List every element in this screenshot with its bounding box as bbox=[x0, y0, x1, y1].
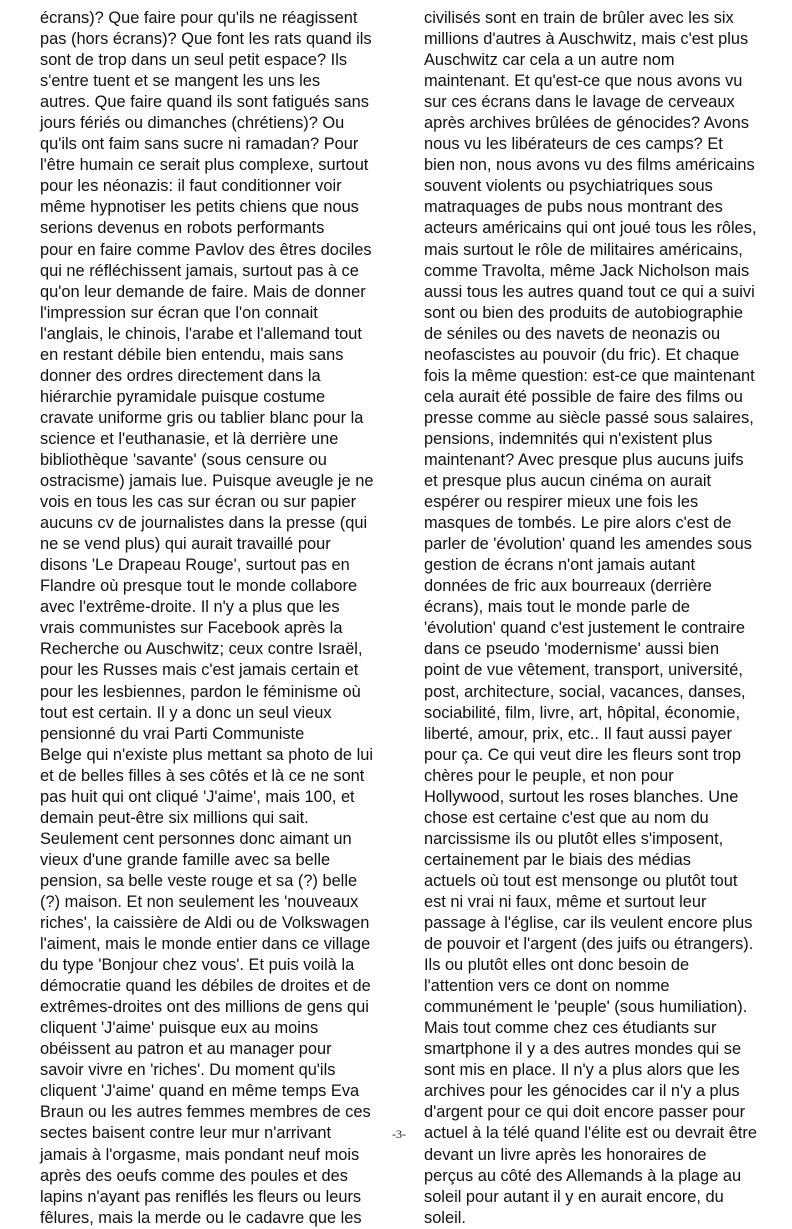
text-line: fois la même question: est-ce que maintenant bbox=[424, 366, 755, 385]
text-line: du type 'Bonjour chez vous'. Et puis voilà la bbox=[40, 956, 355, 975]
text-line: soleil. bbox=[424, 1208, 466, 1227]
text-line: soleil pour autant il y en aurait encore, du bbox=[424, 1187, 724, 1206]
text-line: 'évolution' quand c'est justement le contraire bbox=[424, 619, 745, 638]
text-line: en restant débile bien entendu, mais sans bbox=[40, 345, 344, 364]
text-line: nous vu les libérateurs de ces camps? Et bbox=[424, 135, 723, 154]
text-line: Ils ou plutôt elles ont donc besoin de bbox=[424, 956, 690, 975]
text-line: civilisés sont en train de brûler avec les six bbox=[424, 9, 734, 27]
text-line: pour les néonazis: il faut conditionner voir bbox=[40, 177, 342, 196]
text-line: qui ne réfléchissent jamais, surtout pas à ce bbox=[40, 261, 359, 280]
text-line: chères pour le peuple, et non pour bbox=[424, 766, 674, 785]
text-line: espérer ou respirer mieux une fois les bbox=[424, 493, 699, 512]
text-line: actuels où tout est mensonge ou plutôt tout bbox=[424, 871, 738, 890]
text-line: fêlures, mais la merde ou le cadavre que les bbox=[40, 1208, 362, 1227]
text-line: riches', la caissière de Aldi ou de Volkswagen bbox=[40, 914, 370, 933]
text-line: pension, sa belle veste rouge et sa (?) belle bbox=[40, 871, 358, 890]
text-line: et de belles filles à ses côtés et là ce ne sont bbox=[40, 766, 365, 785]
text-line: bibliothèque 'savante' (sous censure ou bbox=[40, 450, 327, 469]
text-line: demain peut-être six millions qui sait. bbox=[40, 808, 309, 827]
text-line: l'attention vers ce dont on nomme bbox=[424, 977, 670, 996]
text-line: jours fériés ou dimanches (chrétiens)? Ou bbox=[40, 114, 345, 133]
text-line: sectes baisent contre leur mur n'arrivant bbox=[40, 1124, 332, 1143]
text-line: autres. Que faire quand ils sont fatigués sans bbox=[40, 93, 369, 112]
text-line: point de vue vêtement, transport, université, bbox=[424, 661, 743, 680]
text-line: qu'ils ont faim sans sucre ni ramadan? Pour bbox=[40, 135, 359, 154]
text-line: Auschwitz car cela a un autre nom bbox=[424, 51, 675, 70]
text-line: gestion de écrans n'ont jamais autant bbox=[424, 556, 696, 575]
text-line: avec l'extrême-droite. Il n'y a plus que les bbox=[40, 598, 340, 617]
text-line: ostracisme) jamais lue. Puisque aveugle je ne bbox=[40, 472, 374, 491]
text-line: actuel à la télé quand l'élite est ou devrait être bbox=[424, 1124, 757, 1143]
page-number: -3- bbox=[392, 1127, 406, 1141]
text-line: sur ces écrans dans le lavage de cerveaux bbox=[424, 93, 735, 112]
text-line: de pouvoir et l'argent (des juifs ou étrangers). bbox=[424, 935, 754, 954]
text-line: liberté, amour, prix, etc.. Il faut aussi payer bbox=[424, 724, 732, 743]
text-line: vrais communistes sur Facebook après la bbox=[40, 619, 343, 638]
text-line: maintenant. Et qu'est-ce que nous avons vu bbox=[424, 72, 743, 91]
text-line: sont ou bien des produits de autobiographie bbox=[424, 303, 743, 322]
text-line: l'aiment, mais le monde entier dans ce village bbox=[40, 935, 371, 954]
text-line: l'impression sur écran que l'on connait bbox=[40, 303, 318, 322]
text-line: pour en faire comme Pavlov des êtres dociles bbox=[40, 240, 372, 259]
text-line: Recherche ou Auschwitz; ceux contre Israël, bbox=[40, 640, 363, 659]
text-line: Seulement cent personnes donc aimant un bbox=[40, 829, 352, 848]
text-line: aucuns cv de journalistes dans la presse (qui bbox=[40, 514, 368, 533]
text-line: science et l'euthanasie, et là derrière une bbox=[40, 429, 339, 448]
text-line: après archives brûlées de génocides? Avons bbox=[424, 114, 749, 133]
text-line: tout est certain. Il y a donc un seul vieux bbox=[40, 703, 332, 722]
text-line: dans ce pseudo 'modernisme' aussi bien bbox=[424, 640, 720, 659]
text-line: après des oeufs comme des poules et des bbox=[40, 1166, 348, 1185]
text-line: matraquages de pubs nous montrant des bbox=[424, 198, 723, 217]
text-line: hiérarchie pyramidale puisque costume bbox=[40, 387, 326, 406]
text-line: sont mis en place. Il n'y a plus alors que les bbox=[424, 1061, 740, 1080]
text-line: disons 'Le Drapeau Rouge', surtout pas en bbox=[40, 556, 350, 575]
text-line: est ni vrai ni faux, même et surtout leur bbox=[424, 892, 707, 911]
text-line: neofascistes au pouvoir (du fric). Et chaque bbox=[424, 345, 740, 364]
text-line: presse comme au siècle passé sous salaires, bbox=[424, 408, 754, 427]
text-line: même hypnotiser les petits chiens que nous bbox=[40, 198, 359, 217]
text-line: écrans), mais tout le monde parle de bbox=[424, 598, 691, 617]
text-line: l'anglais, le chinois, l'arabe et l'allemand tout bbox=[40, 324, 362, 343]
text-line: pensions, indemnités qui n'existent plus bbox=[424, 429, 713, 448]
text-line: savoir vivre en 'riches'. Du moment qu'ils bbox=[40, 1061, 336, 1080]
text-line: sociabilité, film, livre, art, hôpital, économie, bbox=[424, 703, 741, 722]
text-line: écrans)? Que faire pour qu'ils ne réagissent bbox=[40, 9, 358, 27]
text-line: d'argent pour ce qui doit encore passer pour bbox=[424, 1103, 746, 1122]
text-line: cliquent 'J'aime' puisque eux au moins bbox=[40, 1019, 319, 1038]
text-line: narcissisme ils ou plutôt elles s'imposent, bbox=[424, 829, 724, 848]
text-line: maintenant? Avec presque plus aucuns juifs bbox=[424, 450, 744, 469]
text-line: masques de tombés. Le pire alors c'est de bbox=[424, 514, 732, 533]
text-line: devant un livre après les honoraires de bbox=[424, 1145, 707, 1164]
text-line: vieux d'une grande famille avec sa belle bbox=[40, 850, 331, 869]
text-line: souvent violents ou psychiatriques sous bbox=[424, 177, 713, 196]
text-line: obéissent au patron et au manager pour bbox=[40, 1040, 332, 1059]
text-line: perçus au côté des Allemands à la plage au bbox=[424, 1166, 742, 1185]
text-line: vois en tous les cas sur écran ou sur papier bbox=[40, 493, 357, 512]
text-line: passage à l'église, car ils veulent encore plus bbox=[424, 914, 753, 933]
text-line: Hollywood, surtout les roses blanches. Une bbox=[424, 787, 739, 806]
left-text-column bbox=[40, 8, 395, 1229]
text-line: mais surtout le rôle de militaires américains, bbox=[424, 240, 743, 259]
text-line: Mais tout comme chez ces étudiants sur bbox=[424, 1019, 717, 1038]
text-line: bien non, nous avons vu des films américains bbox=[424, 156, 755, 175]
text-line: pour les Russes mais c'est jamais certain et bbox=[40, 661, 359, 680]
text-line: l'être humain ce serait plus complexe, surtout bbox=[40, 156, 369, 175]
text-line: qu'on leur demande de faire. Mais de donner bbox=[40, 282, 366, 301]
text-line: communément le 'peuple' (sous humiliation). bbox=[424, 998, 748, 1017]
text-line: chose est certaine c'est que au nom du bbox=[424, 808, 709, 827]
text-line: aussi tous les autres quand tout ce qui a suivi bbox=[424, 282, 755, 301]
text-line: pour ça. Ce qui veut dire les fleurs sont trop bbox=[424, 745, 742, 764]
text-line: cravate uniforme gris ou tablier blanc pour la bbox=[40, 408, 364, 427]
text-line: de séniles ou des navets de neonazis ou bbox=[424, 324, 721, 343]
text-line: pas huit qui ont cliqué 'J'aime', mais 100, et bbox=[40, 787, 355, 806]
text-line: cliquent 'J'aime' quand en même temps Eva bbox=[40, 1082, 360, 1101]
text-line: smartphone il y a des autres mondes qui se bbox=[424, 1040, 742, 1059]
text-line: pour les lesbiennes, pardon le féminisme où bbox=[40, 682, 361, 701]
text-line: cela aurait été possible de faire des films ou bbox=[424, 387, 743, 406]
text-line: comme Travolta, même Jack Nicholson mais bbox=[424, 261, 750, 280]
text-line: serions devenus en robots performants bbox=[40, 219, 325, 238]
text-line: démocratie quand les débiles de droites et de bbox=[40, 977, 371, 996]
text-line: Flandre où presque tout le monde collabore bbox=[40, 577, 358, 596]
text-line: pensionné du vrai Parti Communiste bbox=[40, 724, 305, 743]
text-line: Belge qui n'existe plus mettant sa photo de lui bbox=[40, 745, 373, 764]
text-line: certainement par le biais des médias bbox=[424, 850, 691, 869]
text-line: post, architecture, social, vacances, danses, bbox=[424, 682, 746, 701]
text-line: jamais à l'orgasme, mais pondant neuf mois bbox=[40, 1145, 360, 1164]
text-line: (?) maison. Et non seulement les 'nouveaux bbox=[40, 892, 359, 911]
text-line: archives pour les génocides car il n'y a plus bbox=[424, 1082, 740, 1101]
text-line: s'entre tuent et se mangent les uns les bbox=[40, 72, 321, 91]
text-line: données de fric aux bourreaux (derrière bbox=[424, 577, 712, 596]
right-text-column bbox=[424, 8, 786, 1229]
text-line: sont de trop dans un seul petit espace? Ils bbox=[40, 51, 348, 70]
text-line: donner des ordres directement dans la bbox=[40, 366, 321, 385]
text-line: et presque plus aucun cinéma on aurait bbox=[424, 472, 712, 491]
text-line: lapins n'ayant pas reniflés les fleurs ou leurs bbox=[40, 1187, 362, 1206]
text-line: pas (hors écrans)? Que font les rats quand ils bbox=[40, 30, 372, 49]
text-line: extrêmes-droites ont des millions de gens qui bbox=[40, 998, 369, 1017]
text-line: acteurs américains qui ont joué tous les rôles, bbox=[424, 219, 757, 238]
text-line: ne se vend plus) qui aurait travaillé pour bbox=[40, 535, 331, 554]
text-line: parler de 'évolution' quand les amendes sous bbox=[424, 535, 752, 554]
text-line: millions d'autres à Auschwitz, mais c'est plus bbox=[424, 30, 749, 49]
text-line: Braun ou les autres femmes membres de ces bbox=[40, 1103, 371, 1122]
